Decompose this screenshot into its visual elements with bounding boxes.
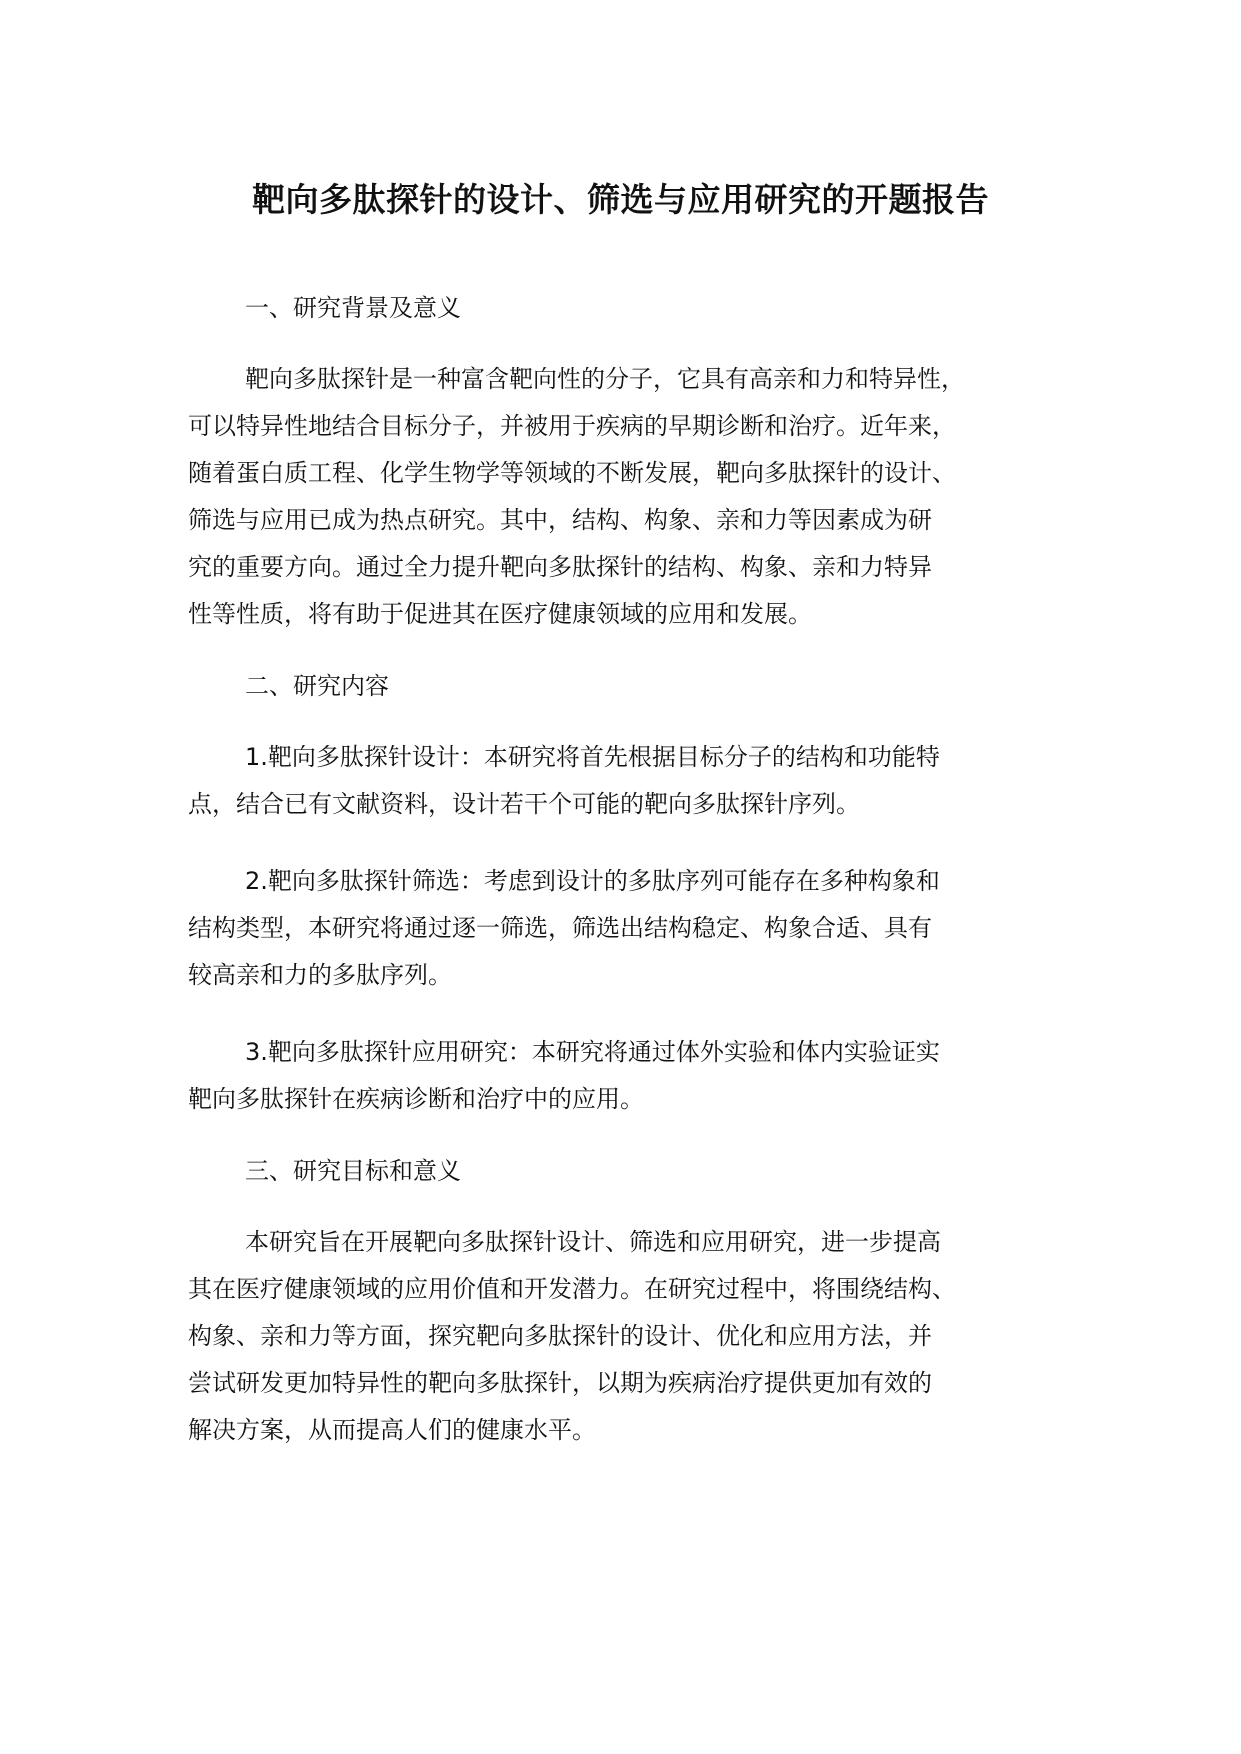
text-line: 筛选与应用已成为热点研究。其中，结构、构象、亲和力等因素成为研 [188,506,932,534]
text-line: 本研究旨在开展靶向多肽探针设计、筛选和应用研究，进一步提高 [245,1228,941,1256]
text-line: 随着蛋白质工程、化学生物学等领域的不断发展，靶向多肽探针的设计、 [188,459,956,487]
text-line: 3.靶向多肽探针应用研究：本研究将通过体外实验和体内实验证实 [245,1038,940,1066]
content-item-application [188,1029,1088,1123]
text-line: 究的重要方向。通过全力提升靶向多肽探针的结构、构象、亲和力特异 [188,553,932,581]
text-line: 结构类型，本研究将通过逐一筛选，筛选出结构稳定、构象合适、具有 [188,914,932,942]
text-line: 点，结合已有文献资料，设计若干个可能的靶向多肽探针序列。 [188,790,860,818]
document-title: 靶向多肽探针的设计、筛选与应用研究的开题报告 [252,180,989,219]
background-paragraph [188,356,1088,638]
text-line: 较高亲和力的多肽序列。 [188,961,452,989]
text-line: 1.靶向多肽探针设计：本研究将首先根据目标分子的结构和功能特 [245,743,940,771]
section-heading-background: 一、研究背景及意义 [245,294,461,322]
text-line: 其在医疗健康领域的应用价值和开发潜力。在研究过程中，将围绕结构、 [188,1275,956,1303]
text-line: 2.靶向多肽探针筛选：考虑到设计的多肽序列可能存在多种构象和 [245,867,940,895]
content-item-design [188,734,1088,828]
text-line: 靶向多肽探针在疾病诊断和治疗中的应用。 [188,1085,644,1113]
text-line: 尝试研发更加特异性的靶向多肽探针，以期为疾病治疗提供更加有效的 [188,1369,932,1397]
content-item-screening [188,858,1088,999]
goals-paragraph [188,1219,1088,1454]
text-line: 构象、亲和力等方面，探究靶向多肽探针的设计、优化和应用方法，并 [188,1322,932,1350]
text-line: 解决方案，从而提高人们的健康水平。 [188,1416,596,1444]
text-line: 靶向多肽探针是一种富含靶向性的分子，它具有高亲和力和特异性， [245,365,965,393]
text-line: 性等性质，将有助于促进其在医疗健康领域的应用和发展。 [188,600,812,628]
section-heading-goals: 三、研究目标和意义 [245,1157,461,1185]
section-heading-content: 二、研究内容 [245,672,389,700]
document-body [188,290,1088,1484]
text-line: 可以特异性地结合目标分子，并被用于疾病的早期诊断和治疗。近年来， [188,412,956,440]
